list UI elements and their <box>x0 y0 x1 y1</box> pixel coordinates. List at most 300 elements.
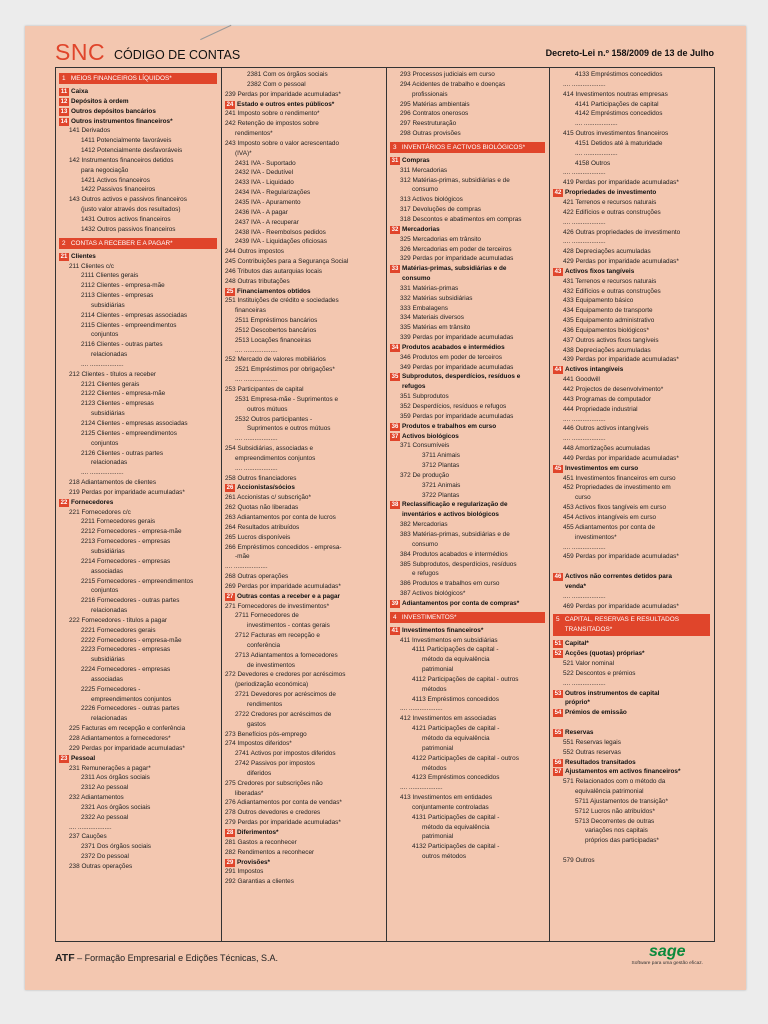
account-row: 262 Quotas não liberadas <box>225 504 299 512</box>
account-row: 429 Perdas por imparidade acumuladas* <box>563 258 679 266</box>
account-class-row <box>390 422 549 432</box>
account-row: 387 Activos biológicos* <box>400 590 466 598</box>
account-row: (IVA)* <box>235 149 252 157</box>
account-row: relacionadas <box>91 459 128 467</box>
account-row: 254 Subsidiárias, associadas e <box>225 445 314 453</box>
account-number-badge: 24 <box>226 101 234 108</box>
account-class-label: refugos <box>402 383 426 391</box>
account-row: 243 Imposto sobre o valor acrescentado <box>225 139 340 147</box>
account-row: método da equivalência <box>422 656 490 664</box>
decree-reference: Decreto-Lei n.º 158/2009 de 13 de Julho <box>545 48 714 58</box>
account-row: 411 Investimentos em subsidiárias <box>400 636 498 644</box>
account-number-badge: 38 <box>391 502 399 509</box>
account-row: .... ................... <box>235 346 278 354</box>
account-class-label: Propriedades de investimento <box>565 189 657 197</box>
account-row: associadas <box>91 567 123 575</box>
account-row: 2511 Empréstimos bancários <box>235 317 318 325</box>
account-row: 252 Mercado de valores mobiliários <box>225 356 326 364</box>
account-row: .... ................... <box>235 464 278 472</box>
account-row: 441 Goodwill <box>563 376 600 384</box>
account-row: equivalência patrimonial <box>575 788 644 796</box>
account-row: 384 Produtos acabados e intermédios <box>400 550 508 558</box>
account-row: 359 Perdas por imparidade acumuladas <box>400 412 514 420</box>
account-row: .... ................... <box>563 169 606 177</box>
account-row: 414 Investimentos noutras empresas <box>563 90 668 98</box>
account-row: 433 Equipamento básico <box>563 297 634 305</box>
account-row: 371 Consumíveis <box>400 442 450 450</box>
account-row: 2432 IVA - Dedutível <box>235 169 294 177</box>
account-row: 2214 Fornecedores - empresas <box>81 557 171 565</box>
account-class-label: Provisões* <box>237 858 271 866</box>
account-row: 339 Perdas por imparidade acumuladas <box>400 334 514 342</box>
account-row: 326 Mercadorias em poder de terceiros <box>400 245 512 253</box>
account-class-label: Activos não correntes detidos para <box>565 573 672 581</box>
account-class-label: Investimentos em curso <box>565 464 639 472</box>
account-row: 552 Outras reservas <box>563 748 621 756</box>
account-row: 2433 IVA - Liquidado <box>235 179 294 187</box>
account-row: 2215 Fornecedores - empreendimentos <box>81 577 194 585</box>
account-row: 334 Materiais diversos <box>400 314 464 322</box>
account-class-label: próprio* <box>565 699 590 707</box>
account-row: 294 Acidentes de trabalho e doenças <box>400 80 506 88</box>
account-row: 435 Equipamento administrativo <box>563 317 655 325</box>
account-row: 142 Instrumentos financeiros detidos <box>69 156 174 164</box>
account-row: 2312 Ao pessoal <box>81 784 129 792</box>
sage-tagline: Software para uma gestão eficaz. <box>631 961 703 966</box>
account-class-row <box>390 156 549 166</box>
account-row: consumo <box>412 540 438 548</box>
account-class-label: Outros depósitos bancários <box>71 107 156 115</box>
account-class-row <box>553 708 714 718</box>
account-number-badge: 39 <box>391 600 399 607</box>
account-row: 2434 IVA - Regularizações <box>235 189 311 197</box>
account-class-label: Outros instrumentos financeiros* <box>71 117 173 125</box>
account-row: 419 Perdas por imparidade acumuladas* <box>563 179 679 187</box>
account-row: 2226 Fornecedores - outras partes <box>81 705 180 713</box>
account-class-label: Investimentos financeiros* <box>402 626 484 634</box>
account-row: variações nos capitais <box>585 827 648 835</box>
account-row: próprios das participadas* <box>585 837 659 845</box>
account-row <box>553 562 714 572</box>
account-row: 211 Clientes c/c <box>69 262 114 270</box>
account-row: relacionadas <box>91 607 128 615</box>
account-row: 282 Rendimentos a reconhecer <box>225 848 315 856</box>
account-row: 212 Clientes - títulos a receber <box>69 370 157 378</box>
account-row: 273 Benefícios pós-emprego <box>225 730 307 738</box>
account-row: 1412 Potencialmente desfavoráveis <box>81 147 183 155</box>
account-row: .... ................... <box>400 784 443 792</box>
account-row: 349 Perdas por imparidade acumuladas <box>400 363 514 371</box>
column-3 <box>386 68 549 941</box>
account-row: 2371 Dos órgãos sociais <box>81 843 151 851</box>
account-row: outros mútuos <box>247 405 288 413</box>
account-row: Suprimentos e outros mútuos <box>247 425 331 433</box>
account-row: 2212 Fornecedores - empresa-mãe <box>81 528 182 536</box>
account-row: 237 Cauções <box>69 833 107 841</box>
account-row: 2531 Empresa-mãe - Suprimentos e <box>235 395 339 403</box>
account-row: 2381 Com os órgãos sociais <box>247 71 328 78</box>
account-row: 448 Amortizações acumuladas <box>563 445 651 453</box>
account-row: 346 Produtos em poder de terceiros <box>400 353 502 361</box>
account-class-label: Diferimentos* <box>237 828 279 836</box>
account-class-label: venda* <box>565 582 586 590</box>
account-row: 219 Perdas por imparidade acumuladas* <box>69 488 185 496</box>
account-row: conjuntos <box>91 439 119 447</box>
account-row: 432 Edifícios e outras construções <box>563 287 661 295</box>
account-class-row <box>553 689 714 699</box>
account-row: 2224 Fornecedores - empresas <box>81 666 171 674</box>
account-row: 2125 Clientes - empreendimentos <box>81 429 177 437</box>
account-row: 2521 Empréstimos por obrigações* <box>235 366 335 374</box>
account-row: 2713 Adiantamentos a fornecedores <box>235 651 338 659</box>
account-row: 521 Valor nominal <box>563 660 615 668</box>
account-number-badge: 27 <box>226 593 234 600</box>
account-row: 276 Adiantamentos por conta de vendas* <box>225 799 342 807</box>
account-row: investimentos* <box>575 533 617 541</box>
account-row: 439 Perdas por imparidade acumuladas* <box>563 356 679 364</box>
account-row: patrimonial <box>422 666 454 674</box>
section-header-label: 5 CAPITAL, RESERVAS E RESULTADOS <box>556 616 679 624</box>
account-row: 2116 Clientes - outras partes <box>81 341 163 349</box>
account-row: 245 Contribuições para a Segurança Social <box>225 258 349 266</box>
account-number-badge: 53 <box>554 690 562 697</box>
account-class-row <box>59 498 221 508</box>
account-row: 454 Activos intangíveis em curso <box>563 513 657 521</box>
account-row: 2513 Locações financeiras <box>235 336 312 344</box>
section-header-label: 1 MEIOS FINANCEIROS LÍQUIDOS* <box>62 75 172 82</box>
account-row: 292 Garantias a clientes <box>225 878 294 886</box>
account-row: 385 Subprodutos, desperdícios, resíduos <box>400 560 517 568</box>
account-row: 263 Adiantamentos por conta de lucros <box>225 513 336 521</box>
account-class-row <box>225 592 386 602</box>
account-row: .... ................... <box>225 563 268 571</box>
account-row: métodos <box>422 764 447 772</box>
account-row: 469 Perdas por imparidade acumuladas* <box>563 602 679 610</box>
account-row: 2121 Clientes gerais <box>81 380 140 388</box>
account-row: investimentos - contas gerais <box>247 622 330 630</box>
account-row: 449 Perdas por imparidade acumuladas* <box>563 454 679 462</box>
account-row: 251 Instituições de crédito e sociedades <box>225 297 339 305</box>
section-header-label: 3 INVENTÁRIOS E ACTIVOS BIOLÓGICOS* <box>393 143 526 151</box>
account-class-label: Caixa <box>71 88 89 95</box>
account-number-badge: 45 <box>554 465 562 472</box>
account-row: 2213 Fornecedores - empresas <box>81 538 171 546</box>
account-row: .... ................... <box>563 435 606 443</box>
account-row: 2431 IVA - Suportado <box>235 159 296 167</box>
account-row: 2211 Fornecedores gerais <box>81 518 156 526</box>
account-row: 225 Facturas em recepção e conferência <box>69 725 186 733</box>
account-class-label: Outros instrumentos de capital <box>565 689 660 697</box>
account-number-badge: 14 <box>60 118 68 125</box>
account-row: 238 Outras operações <box>69 862 133 870</box>
account-row: 415 Outros investimentos financeiros <box>563 130 669 138</box>
section-header-label: TRANSITADOS* <box>556 626 613 634</box>
account-row: rendimentos <box>247 701 283 708</box>
account-row: 2225 Fornecedores - <box>81 685 141 693</box>
account-row: -mãe <box>235 553 250 561</box>
account-row: 312 Matérias-primas, subsidiárias e de <box>400 176 510 184</box>
account-row: 2322 Ao pessoal <box>81 813 129 821</box>
account-number-badge: 52 <box>554 651 562 658</box>
account-class-label: Acções (quotas) próprias* <box>565 650 645 658</box>
account-number-badge: 33 <box>391 266 399 273</box>
account-row: 2114 Clientes - empresas associadas <box>81 311 188 319</box>
account-row: 4141 Participações de capital <box>575 100 659 108</box>
account-class-row <box>390 500 549 510</box>
account-class-row <box>390 343 549 353</box>
account-row: 2223 Fornecedores - empresas <box>81 646 171 654</box>
account-row: 383 Matérias-primas, subsidiárias e de <box>400 530 510 538</box>
account-class-row <box>225 287 386 297</box>
account-class-row <box>553 582 714 592</box>
section-header <box>59 73 217 84</box>
account-row: 446 Outros activos intangíveis <box>563 425 649 433</box>
account-row: 1422 Passivos financeiros <box>81 186 156 194</box>
account-class-row <box>59 87 221 97</box>
account-row: 265 Lucros disponíveis <box>225 533 291 541</box>
account-row: 221 Fornecedores c/c <box>69 508 131 516</box>
account-class-row <box>59 97 221 107</box>
account-row: 2512 Descobertos bancários <box>235 326 317 334</box>
account-class-label: Produtos acabados e intermédios <box>402 343 505 351</box>
account-class-label: Prémios de emissão <box>565 709 627 717</box>
column-1 <box>56 68 221 941</box>
account-row: 453 Activos fixos tangíveis em curso <box>563 504 667 512</box>
section-header <box>59 238 217 249</box>
account-class-label: Compras <box>402 156 430 164</box>
account-row: .... ................... <box>563 80 606 88</box>
account-row: 3711 Animais <box>422 452 460 460</box>
account-row: .... ................... <box>563 218 606 226</box>
account-number-badge: 21 <box>60 253 68 260</box>
account-row: 253 Participantes de capital <box>225 386 304 393</box>
account-class-label: Adiantamentos por conta de compras* <box>402 599 520 607</box>
account-row: patrimonial <box>422 744 454 752</box>
account-row: 2742 Passivos por impostos <box>235 760 315 768</box>
account-class-row <box>390 274 549 284</box>
account-row: .... ................... <box>563 415 606 423</box>
account-class-label: Produtos e trabalhos em curso <box>402 422 497 430</box>
account-class-row <box>390 432 549 442</box>
sage-logo: sage <box>649 943 686 960</box>
account-row: 382 Mercadorias <box>400 521 448 529</box>
account-class-row <box>553 698 714 708</box>
account-row <box>553 718 714 728</box>
account-row: subsidiárias <box>91 656 125 664</box>
accounts-grid <box>55 67 715 942</box>
account-class-label: Outras contas a receber e a pagar <box>237 592 341 600</box>
account-row: .... ................... <box>563 679 606 687</box>
account-number-badge: 22 <box>60 499 68 506</box>
account-row: 4151 Detidos até à maturidade <box>575 139 663 147</box>
account-row: 4131 Participações de capital - <box>412 813 500 821</box>
publisher-credit <box>55 952 278 964</box>
account-number-badge: 41 <box>391 627 399 634</box>
account-row: 279 Perdas por imparidade acumuladas* <box>225 819 341 827</box>
account-number-badge: 13 <box>60 108 68 115</box>
account-class-label: Reservas <box>565 729 594 736</box>
account-row: 444 Propriedade industrial <box>563 405 638 413</box>
account-row: 451 Investimentos financeiros em curso <box>563 474 676 482</box>
account-class-label: Pessoal <box>71 754 96 762</box>
account-row: 2122 Clientes - empresa-mãe <box>81 390 166 398</box>
account-row: diferidos <box>247 769 272 777</box>
account-row: 4112 Participações de capital - outros <box>412 675 519 683</box>
account-row: 3722 Plantas <box>422 491 460 499</box>
account-row: 335 Matérias em trânsito <box>400 324 471 332</box>
account-number-badge: 57 <box>554 769 562 776</box>
account-row: associadas <box>91 675 123 683</box>
account-row: .... ................... <box>563 543 606 551</box>
account-row: .... ................... <box>575 120 618 128</box>
account-row: 2112 Clientes - empresa-mãe <box>81 282 165 290</box>
account-row: 331 Matérias-primas <box>400 284 459 292</box>
section-header <box>390 612 545 623</box>
account-class-label: Accionistas/sócios <box>237 484 295 492</box>
account-row: 5713 Decorrentes de outras <box>575 817 655 825</box>
account-row: .... ................... <box>235 376 278 384</box>
account-row: 274 Impostos diferidos* <box>225 740 292 748</box>
account-row: 2712 Facturas em recepção e <box>235 632 320 640</box>
account-class-label: Depósitos à ordem <box>71 97 129 105</box>
account-row: .... ................... <box>81 469 124 477</box>
account-number-badge: 34 <box>391 344 399 351</box>
account-row: 2722 Credores por acréscimos de <box>235 710 332 718</box>
account-number-badge: 36 <box>391 423 399 430</box>
account-row: .... ................... <box>563 238 606 246</box>
account-row: 268 Outras operações <box>225 573 289 581</box>
account-row: de investimentos <box>247 661 295 669</box>
account-number-badge: 23 <box>60 755 68 762</box>
account-row: financeiras <box>235 307 266 315</box>
account-row: 5711 Ajustamentos de transição* <box>575 797 668 805</box>
account-class-label: Subprodutos, desperdícios, resíduos e <box>402 373 521 381</box>
account-row: 2436 IVA - A pagar <box>235 208 288 216</box>
account-row: 241 Imposto sobre o rendimento* <box>225 110 320 118</box>
account-row: 239 Perdas por imparidade acumuladas* <box>225 90 341 98</box>
account-row: 421 Terrenos e recursos naturais <box>563 198 657 206</box>
account-row: 318 Descontos e abatimentos em compras <box>400 215 522 223</box>
account-row: método da equivalência <box>422 823 490 831</box>
section-header <box>390 142 545 153</box>
account-number-badge: 12 <box>60 98 68 105</box>
account-number-badge: 55 <box>554 730 562 736</box>
account-class-row <box>225 858 386 868</box>
account-class-label: Capital* <box>565 640 589 648</box>
account-row: .... ................... <box>81 360 124 368</box>
account-row: 352 Desperdícios, resíduos e refugos <box>400 403 507 410</box>
account-row: 2439 IVA - Liquidações oficiosas <box>235 238 327 246</box>
account-row: 422 Edifícios e outras construções <box>563 208 661 216</box>
account-row: 246 Tributos das autarquias locais <box>225 267 322 275</box>
account-row: 2221 Fornecedores gerais <box>81 626 156 634</box>
account-row: 261 Accionistas c/ subscrição* <box>225 494 311 502</box>
account-row: 5712 Lucros não atribuídos* <box>575 807 655 815</box>
account-row: 141 Derivados <box>69 127 111 135</box>
account-row: 2222 Fornecedores - empresa-mãe <box>81 636 182 644</box>
account-class-row <box>553 728 714 738</box>
account-row: curso <box>575 494 591 502</box>
account-class-row <box>553 464 714 474</box>
account-row: 2126 Clientes - outras partes <box>81 449 164 457</box>
account-number-badge: 43 <box>554 268 562 275</box>
account-row: 438 Depreciações acumuladas <box>563 346 651 354</box>
account-row: 231 Remunerações a pagar* <box>69 764 151 772</box>
account-class-row <box>390 264 549 274</box>
account-row: 442 Projectos de desenvolvimento* <box>563 386 664 393</box>
account-row: 291 Impostos <box>225 868 264 876</box>
account-row: 2438 IVA - Reembolsos pedidos <box>235 228 326 236</box>
account-class-row <box>225 100 386 110</box>
account-row: .... ................... <box>563 592 606 600</box>
account-row: 412 Investimentos em associadas <box>400 715 497 723</box>
account-class-label: Financiamentos obtidos <box>237 287 311 295</box>
account-row: 443 Programas de computador <box>563 395 652 403</box>
account-number-badge: 44 <box>554 367 562 374</box>
account-row: 431 Terrenos e recursos naturais <box>563 277 657 285</box>
account-row: 4133 Empréstimos concedidos <box>575 71 663 78</box>
account-row: liberadas* <box>235 789 264 797</box>
account-row: 2382 Com o pessoal <box>247 80 306 88</box>
section-header <box>553 614 710 636</box>
account-row: 459 Perdas por imparidade acumuladas* <box>563 553 679 561</box>
account-class-label: Activos intangíveis <box>565 366 624 374</box>
account-row: 298 Outras provisões <box>400 130 461 138</box>
account-class-row <box>390 599 549 609</box>
account-row: 4132 Participações de capital - <box>412 843 500 851</box>
account-row: 295 Matérias ambientais <box>400 100 470 108</box>
account-row: (justo valor através dos resultados) <box>81 206 181 214</box>
account-class-row <box>225 828 386 838</box>
account-row: 428 Depreciações acumuladas <box>563 248 651 256</box>
account-row: .... ................... <box>575 149 618 157</box>
account-row: 4111 Participações de capital - <box>412 646 499 654</box>
account-class-row <box>553 365 714 375</box>
account-row: gastos <box>247 720 266 728</box>
account-class-row <box>553 649 714 659</box>
atf-logo: ATF <box>55 952 75 964</box>
account-row: empreendimentos conjuntos <box>235 454 316 462</box>
account-number-badge: 31 <box>391 157 399 164</box>
account-row: conjuntos <box>91 331 119 339</box>
account-row: 386 Produtos e trabalhos em curso <box>400 580 500 588</box>
account-row: 3721 Animais <box>422 481 461 489</box>
account-row: 271 Fornecedores de investimentos* <box>225 602 330 610</box>
account-class-row <box>225 483 386 493</box>
account-row: 2435 IVA - Apuramento <box>235 198 301 206</box>
account-class-label: Reclassificação e regularização de <box>402 501 508 509</box>
account-row: outros métodos <box>422 853 467 861</box>
account-class-row <box>390 510 549 520</box>
account-row: 4121 Participações de capital - <box>412 725 500 733</box>
account-row: subsidiárias <box>91 410 125 418</box>
account-class-label: Fornecedores <box>71 498 114 506</box>
account-class-label: Matérias-primas, subsidiárias e de <box>402 265 507 273</box>
account-class-row <box>553 188 714 198</box>
account-number-badge: 29 <box>226 859 234 866</box>
account-number-badge: 35 <box>391 374 399 381</box>
account-class-row <box>59 754 221 764</box>
account-row: método da equivalência <box>422 735 490 742</box>
account-number-badge: 25 <box>226 288 234 295</box>
account-row: 325 Mercadorias em trânsito <box>400 235 481 243</box>
account-row: 296 Contratos onerosos <box>400 110 469 118</box>
account-row: 281 Gastos a reconhecer <box>225 838 297 846</box>
account-row: 455 Adiantamentos por conta de <box>563 523 656 531</box>
account-row: conjuntamente controladas <box>412 803 489 811</box>
account-row: 3712 Plantas <box>422 462 460 470</box>
account-row: 332 Matérias subsidiárias <box>400 294 473 302</box>
